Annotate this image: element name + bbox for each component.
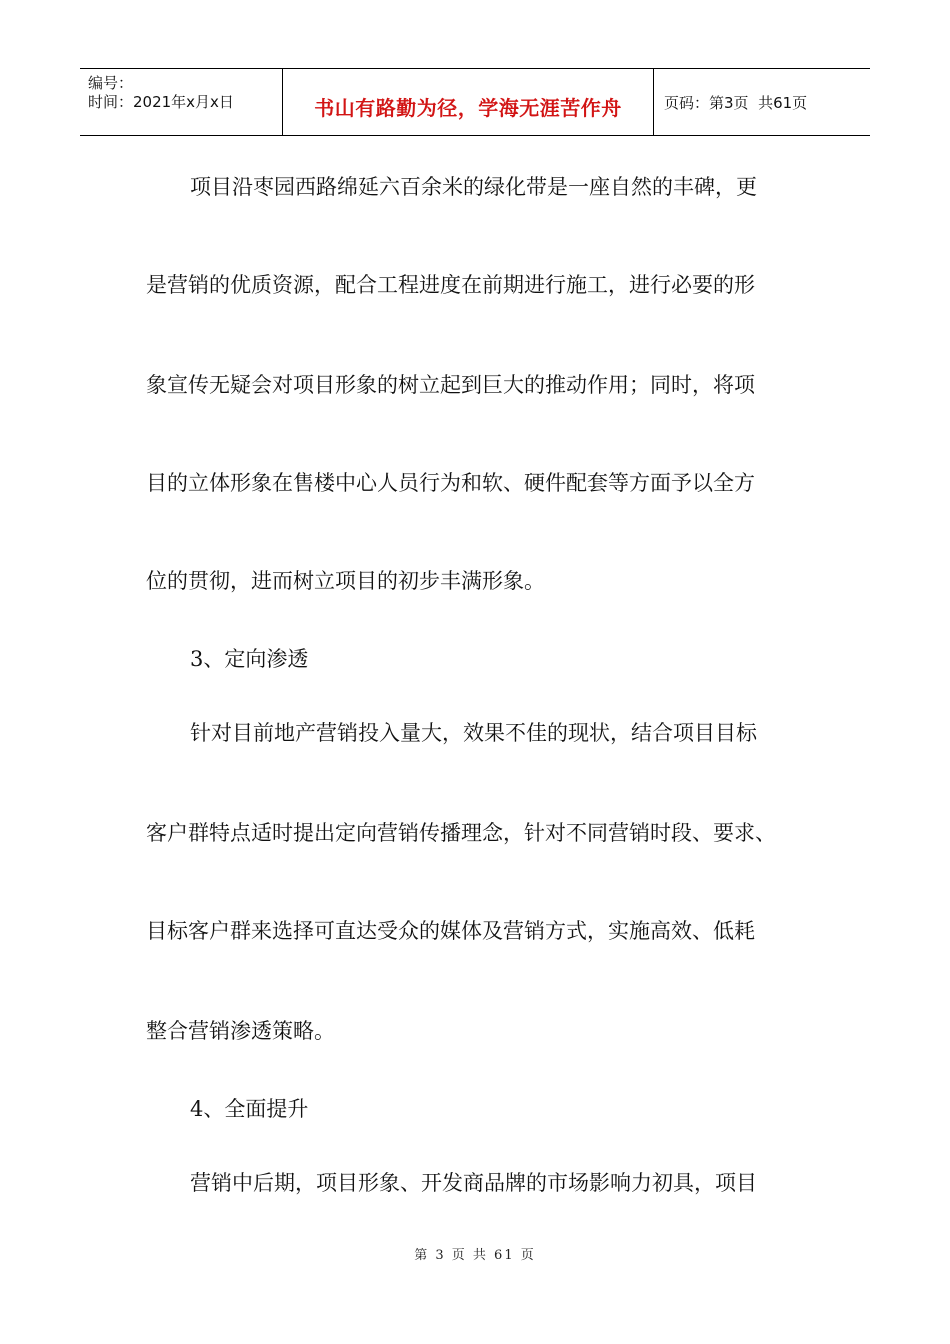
body-line-8: 目标客户群来选择可直达受众的媒体及营销方式，实施高效、低耗 bbox=[146, 919, 755, 943]
body-line-4: 目的立体形象在售楼中心人员行为和软、硬件配套等方面予以全方 bbox=[146, 471, 755, 495]
body-line-9: 整合营销渗透策略。 bbox=[146, 1019, 335, 1043]
body-line-2: 是营销的优质资源，配合工程进度在前期进行施工，进行必要的形 bbox=[146, 273, 755, 297]
document-date-label: 时间：2021年x月x日 bbox=[88, 93, 234, 111]
header-page-info: 页码：第3页 共61页 bbox=[664, 93, 808, 112]
header-motto: 书山有路勤为径，学海无涯苦作舟 bbox=[314, 95, 622, 120]
body-line-6: 针对目前地产营销投入量大，效果不佳的现状，结合项目目标 bbox=[190, 721, 757, 745]
body-line-7: 客户群特点适时提出定向营销传播理念，针对不同营销时段、要求、 bbox=[146, 821, 776, 845]
header-meta bbox=[80, 69, 282, 135]
section-heading-3: 3、定向渗透 bbox=[190, 647, 309, 671]
body-line-10: 营销中后期，项目形象、开发商品牌的市场影响力初具，项目 bbox=[190, 1171, 757, 1195]
body-line-1: 项目沿枣园西路绵延六百余米的绿化带是一座自然的丰碑，更 bbox=[190, 175, 757, 199]
body-line-5: 位的贯彻，进而树立项目的初步丰满形象。 bbox=[146, 569, 545, 593]
header-page-cell bbox=[654, 69, 870, 135]
page-header bbox=[80, 68, 870, 136]
header-motto-cell bbox=[282, 69, 654, 135]
document-number-label: 编号： bbox=[88, 74, 134, 92]
body-line-3: 象宣传无疑会对项目形象的树立起到巨大的推动作用；同时，将项 bbox=[146, 373, 755, 397]
page-footer: 第 3 页 共 61 页 bbox=[414, 1248, 536, 1263]
section-heading-4: 4、全面提升 bbox=[190, 1097, 309, 1121]
